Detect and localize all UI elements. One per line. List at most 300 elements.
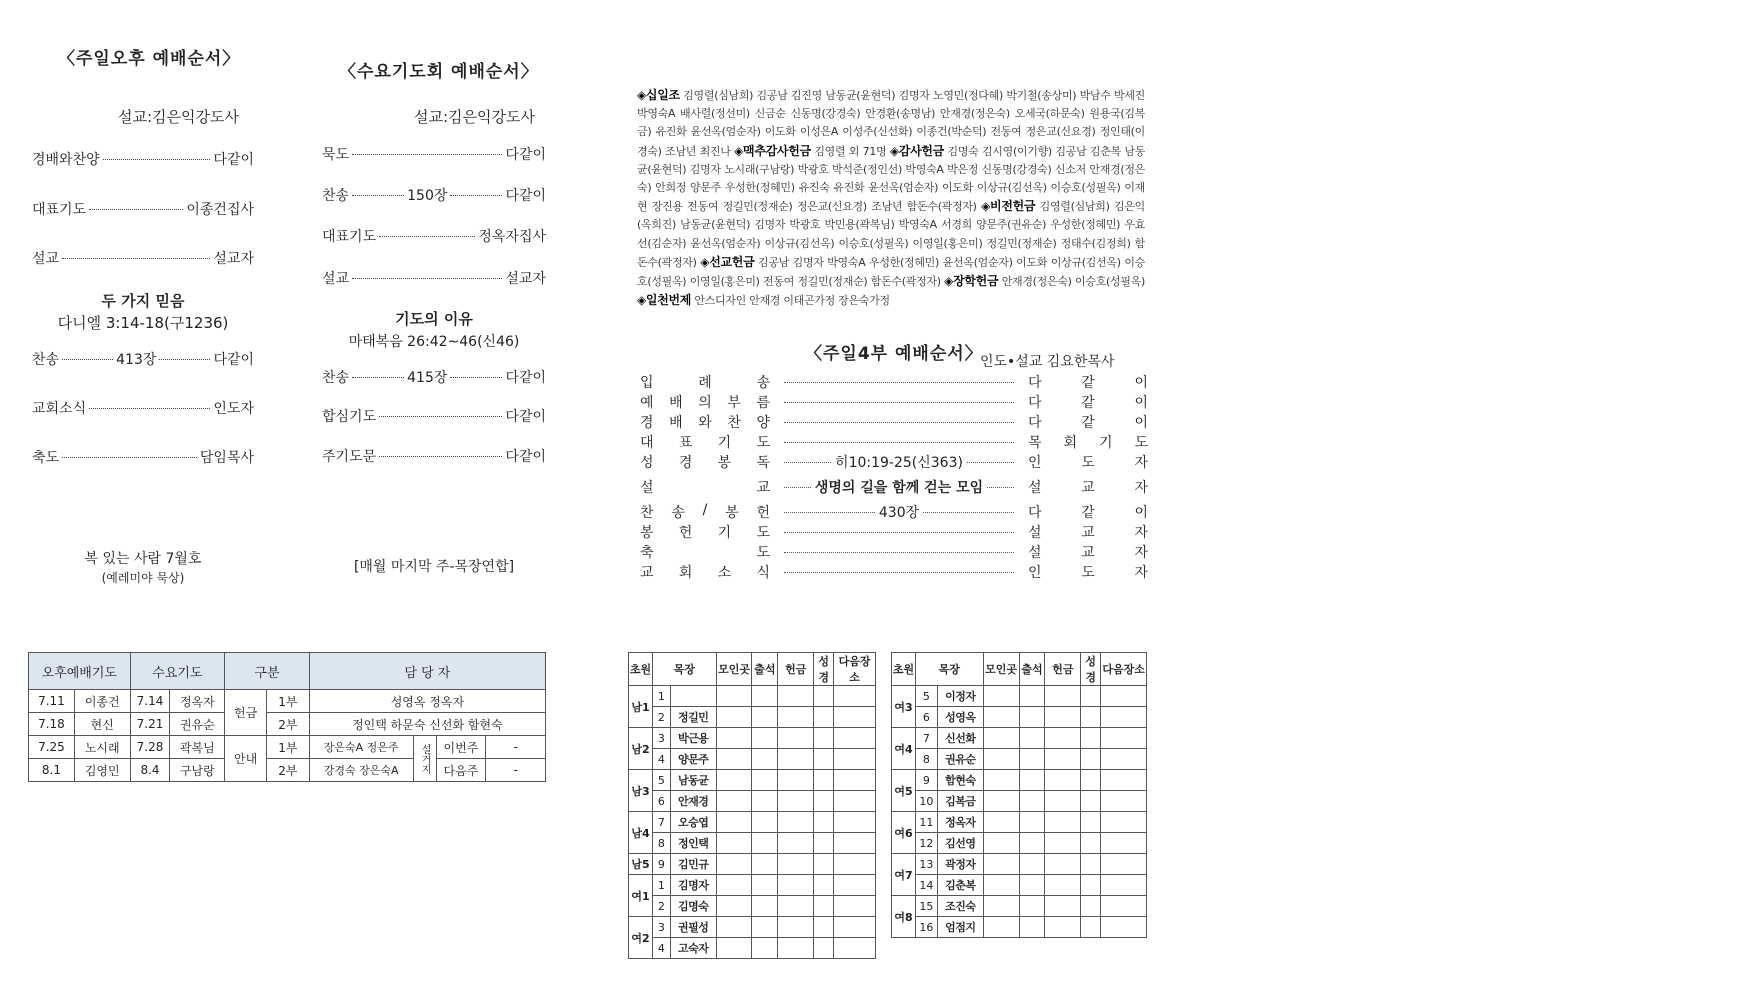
attendance-blank bbox=[778, 854, 814, 875]
duty-names: 장은숙A 정은주 bbox=[309, 736, 413, 759]
offering-names: 김영렬(심남희) 김공남 김진영 남동균(윤현덕) 김명자 노영민(정다혜) 박기철(송상미) 박남수 박세진 박영숙A 배사렬(정선미) 신금순 신동명(강경숙) 안경환(송명남) 안재경(정은숙) 오세국(하문숙) 원용국(김복금) 유진화 윤선옥(엄순자) 이도화 이성은A 이성주(신선화) 이종건(박순덕) 전동여 정은교(신요경) 정인태(이경숙) 조남년 최진나 bbox=[637, 89, 1145, 158]
attendance-blank bbox=[778, 749, 814, 770]
attendance-group: 여7 bbox=[892, 854, 916, 896]
attendance-blank bbox=[778, 686, 814, 707]
attendance-no: 4 bbox=[652, 938, 670, 959]
attendance-leader: 양문주 bbox=[670, 749, 716, 770]
attendance-header: 출석 bbox=[1019, 653, 1045, 686]
attendance-blank bbox=[778, 791, 814, 812]
order-label: 묵도 bbox=[322, 147, 350, 163]
sunday-pm-title: 〈주일오후 예배순서〉 bbox=[58, 49, 241, 69]
who-char: 도 bbox=[1081, 455, 1095, 471]
order-row bbox=[32, 248, 254, 268]
dotted-leader bbox=[450, 195, 502, 196]
attendance-no: 15 bbox=[915, 896, 937, 917]
attendance-blank bbox=[1101, 728, 1147, 749]
attendance-leader: 안재경 bbox=[670, 791, 716, 812]
label-char: 헌 bbox=[756, 505, 770, 521]
attendance-header: 성경 bbox=[1081, 653, 1101, 686]
label-char: / bbox=[702, 502, 708, 518]
who-char: 같 bbox=[1081, 415, 1095, 431]
label-char: 와 bbox=[698, 415, 712, 431]
attendance-blank bbox=[1101, 896, 1147, 917]
order-who: 인도자 bbox=[213, 401, 254, 417]
attendance-blank bbox=[983, 707, 1019, 728]
wednesday-sermon-text: 마태복음 26:42~46(신46) bbox=[348, 334, 520, 350]
duty-cell: 7.21 bbox=[130, 713, 170, 736]
attendance-blank bbox=[1081, 686, 1101, 707]
order-who: 다같이 bbox=[213, 152, 254, 168]
attendance-no: 9 bbox=[652, 854, 670, 875]
duty-cell: 7.25 bbox=[29, 736, 75, 759]
who-char: 도 bbox=[1081, 565, 1095, 581]
attendance-no: 3 bbox=[652, 728, 670, 749]
attendance-blank bbox=[716, 728, 752, 749]
attendance-no: 11 bbox=[915, 812, 937, 833]
attendance-leader: 김선영 bbox=[937, 833, 983, 854]
attendance-group: 남2 bbox=[629, 728, 653, 770]
duty-cell: 현신 bbox=[74, 713, 130, 736]
attendance-blank bbox=[778, 833, 814, 854]
who-char: 회 bbox=[1063, 435, 1078, 451]
attendance-group: 여2 bbox=[629, 917, 653, 959]
attendance-leader: 권유순 bbox=[937, 749, 983, 770]
order-label: 찬송 bbox=[32, 352, 60, 368]
order-row bbox=[32, 149, 254, 169]
attendance-blank bbox=[1045, 686, 1081, 707]
attendance-leader: 김명숙 bbox=[670, 896, 716, 917]
attendance-blank bbox=[716, 707, 752, 728]
service4-detail bbox=[784, 452, 1014, 472]
wednesday-note: [매월 마지막 주-목장연합] bbox=[353, 559, 515, 575]
attendance-blank bbox=[752, 728, 778, 749]
attendance-blank bbox=[1045, 917, 1081, 938]
attendance-blank bbox=[1019, 833, 1045, 854]
dotted-leader bbox=[923, 512, 1014, 513]
duty-cell: 권유순 bbox=[170, 713, 225, 736]
order-hymn: 415장 bbox=[407, 370, 448, 386]
service4-row bbox=[640, 542, 1160, 562]
attendance-blank bbox=[778, 875, 814, 896]
duty-cell: 구남랑 bbox=[170, 759, 225, 782]
dotted-leader bbox=[784, 532, 1014, 533]
order-label: 주기도문 bbox=[322, 449, 377, 465]
who-char: 교 bbox=[1081, 545, 1095, 561]
attendance-blank bbox=[1101, 686, 1147, 707]
attendance-header: 모인곳 bbox=[716, 653, 752, 686]
service4-who bbox=[1028, 522, 1148, 542]
attendance-blank bbox=[716, 833, 752, 854]
label-char: 기 bbox=[717, 525, 732, 541]
order-row bbox=[322, 406, 546, 426]
label-char: 입 bbox=[640, 375, 654, 391]
attendance-blank bbox=[716, 938, 752, 959]
who-char: 교 bbox=[1081, 480, 1095, 496]
attendance-blank bbox=[814, 938, 834, 959]
who-char: 같 bbox=[1081, 395, 1095, 411]
attendance-blank bbox=[752, 812, 778, 833]
duty-header: 구분 bbox=[225, 653, 310, 690]
service4-label bbox=[640, 562, 770, 582]
attendance-no: 7 bbox=[915, 728, 937, 749]
service4-detail bbox=[784, 422, 1014, 423]
attendance-blank bbox=[752, 917, 778, 938]
attendance-header: 성경 bbox=[814, 653, 834, 686]
dotted-leader bbox=[784, 402, 1014, 403]
attendance-no: 10 bbox=[915, 791, 937, 812]
attendance-group: 여3 bbox=[892, 686, 916, 728]
sunday-pm-note-sub: (예레미야 묵상) bbox=[101, 571, 185, 585]
service4-label bbox=[640, 477, 770, 497]
duty-cell: 7.14 bbox=[130, 690, 170, 713]
service4-row bbox=[640, 392, 1160, 412]
service4-who bbox=[1028, 502, 1148, 522]
label-char: 소 bbox=[717, 565, 732, 581]
attendance-group: 여1 bbox=[629, 875, 653, 917]
label-char: 도 bbox=[756, 525, 770, 541]
label-char: 례 bbox=[698, 375, 712, 391]
label-char: 찬 bbox=[727, 415, 741, 431]
dotted-leader bbox=[379, 236, 475, 237]
who-char: 기 bbox=[1098, 435, 1113, 451]
service4-who bbox=[1028, 562, 1148, 582]
attendance-blank bbox=[814, 707, 834, 728]
attendance-leader: 이정자 bbox=[937, 686, 983, 707]
attendance-leader: 김명자 bbox=[670, 875, 716, 896]
service4-detail bbox=[784, 552, 1014, 553]
attendance-blank bbox=[716, 917, 752, 938]
attendance-leader: 김복금 bbox=[937, 791, 983, 812]
attendance-group: 남4 bbox=[629, 812, 653, 854]
sunday-pm-sermon-title: 두 가지 믿음 bbox=[101, 292, 185, 310]
dotted-leader bbox=[379, 456, 502, 457]
attendance-blank bbox=[983, 686, 1019, 707]
offering-heading: ◈장학헌금 bbox=[944, 274, 999, 289]
duty-names: 정인택 하문숙 신선화 함현숙 bbox=[309, 713, 545, 736]
order-who: 담임목사 bbox=[199, 450, 254, 466]
attendance-blank bbox=[814, 917, 834, 938]
attendance-no: 2 bbox=[652, 896, 670, 917]
dotted-leader bbox=[62, 258, 210, 259]
order-label: 경배와찬양 bbox=[32, 152, 100, 168]
attendance-blank bbox=[752, 875, 778, 896]
wednesday-preacher: 설교:김은익강도사 bbox=[414, 108, 535, 126]
attendance-group: 여5 bbox=[892, 770, 916, 812]
service4-label bbox=[640, 432, 770, 452]
order-who: 설교자 bbox=[213, 251, 254, 267]
duty-setup-who: - bbox=[486, 759, 546, 782]
attendance-blank bbox=[1019, 686, 1045, 707]
offering-list bbox=[637, 86, 1145, 322]
who-char: 다 bbox=[1028, 505, 1042, 521]
service4-row bbox=[640, 452, 1160, 472]
order-row bbox=[322, 226, 546, 246]
order-hymn: 413장 bbox=[116, 352, 157, 368]
who-char: 이 bbox=[1134, 505, 1148, 521]
duty-header: 수요기도 bbox=[130, 653, 225, 690]
attendance-blank bbox=[716, 812, 752, 833]
attendance-blank bbox=[1101, 749, 1147, 770]
attendance-blank bbox=[834, 833, 876, 854]
attendance-blank bbox=[1019, 791, 1045, 812]
dotted-leader bbox=[159, 359, 210, 360]
service4-detail bbox=[784, 382, 1014, 383]
attendance-blank bbox=[752, 707, 778, 728]
offering-names: 김영렬(심남희) 김은익(옥희진) 남동균(윤현덕) 김명자 박광호 박민용(곽복님) 박영숙A 서경희 양문주(권유순) 우성한(정혜민) 우효선(김순자) 윤선옥(엄순자) 이상규(김선옥) 이승호(성필옥) 이영일(홍은미) 정길민(정재순) 정태수(김정희) 함돈수(곽정자) bbox=[637, 200, 1145, 269]
service4-row bbox=[640, 477, 1160, 497]
order-label: 찬송 bbox=[322, 188, 350, 204]
attendance-table-right bbox=[891, 652, 1147, 938]
label-char: 송 bbox=[756, 375, 770, 391]
attendance-header: 출석 bbox=[752, 653, 778, 686]
attendance-blank bbox=[983, 812, 1019, 833]
attendance-leader: 권필성 bbox=[670, 917, 716, 938]
attendance-header: 모인곳 bbox=[983, 653, 1019, 686]
label-char: 송 bbox=[671, 505, 685, 521]
duty-names: 강경숙 장은숙A bbox=[309, 759, 413, 782]
attendance-blank bbox=[834, 791, 876, 812]
offering-names: 김명숙 김시영(이기향) 김공남 김춘복 남동균(윤현덕) 김명자 노시래(구남랑) 박광호 박석준(정인선) 박영숙A 박은정 신동명(강경숙) 신소저 안재경(정은숙) 안희정 양문주 우성한(정혜민) 유진숙 유진화 윤선옥(엄순자) 이도화 이상규(김선옥) 이승호(성필옥) 이재현 장진용 전동여 정길민(정재순) 정은교(신요경) 조남년 함돈수(곽정자) bbox=[637, 144, 1145, 214]
attendance-blank bbox=[834, 875, 876, 896]
attendance-blank bbox=[778, 917, 814, 938]
who-char: 이 bbox=[1134, 415, 1148, 431]
service4-detail-text: 430장 bbox=[878, 505, 920, 521]
attendance-blank bbox=[1019, 749, 1045, 770]
duty-part: 1부 bbox=[266, 690, 309, 713]
who-char: 다 bbox=[1028, 375, 1042, 391]
order-label: 축도 bbox=[32, 450, 60, 466]
order-row bbox=[32, 447, 254, 467]
attendance-blank bbox=[814, 791, 834, 812]
attendance-blank bbox=[778, 728, 814, 749]
service4-label bbox=[640, 542, 770, 562]
service4-label bbox=[640, 502, 770, 522]
duty-cell: 8.4 bbox=[130, 759, 170, 782]
attendance-header: 다음장소 bbox=[1101, 653, 1147, 686]
attendance-blank bbox=[983, 749, 1019, 770]
duty-setup-who: - bbox=[486, 736, 546, 759]
label-char: 경 bbox=[640, 415, 654, 431]
order-who: 설교자 bbox=[505, 271, 546, 287]
dotted-leader bbox=[379, 416, 502, 417]
attendance-blank bbox=[1045, 833, 1081, 854]
attendance-no: 5 bbox=[652, 770, 670, 791]
offering-heading: ◈십일조 bbox=[637, 88, 680, 102]
attendance-blank bbox=[778, 770, 814, 791]
attendance-leader: 김춘복 bbox=[937, 875, 983, 896]
who-char: 다 bbox=[1028, 415, 1042, 431]
attendance-blank bbox=[752, 854, 778, 875]
attendance-blank bbox=[834, 686, 876, 707]
service4-detail bbox=[784, 477, 1014, 497]
attendance-header: 초원 bbox=[629, 653, 653, 686]
label-char: 의 bbox=[698, 395, 712, 411]
service4-label bbox=[640, 392, 770, 412]
dotted-leader bbox=[784, 572, 1014, 573]
attendance-no: 7 bbox=[652, 812, 670, 833]
offering-names: 안재경(정은숙) 이승호(성필옥) bbox=[1001, 275, 1145, 289]
who-char: 설 bbox=[1028, 480, 1042, 496]
attendance-blank bbox=[814, 854, 834, 875]
duty-table bbox=[28, 652, 546, 782]
label-char: 대 bbox=[640, 435, 654, 451]
who-char: 인 bbox=[1028, 565, 1042, 581]
attendance-blank bbox=[983, 854, 1019, 875]
label-char: 경 bbox=[678, 455, 693, 471]
service4-who bbox=[1028, 432, 1148, 452]
order-row bbox=[322, 185, 546, 205]
attendance-blank bbox=[834, 812, 876, 833]
attendance-blank bbox=[983, 875, 1019, 896]
label-char: 설 bbox=[640, 480, 654, 496]
service4-detail bbox=[784, 572, 1014, 573]
attendance-blank bbox=[716, 791, 752, 812]
duty-names: 성영옥 정옥자 bbox=[309, 690, 545, 713]
attendance-blank bbox=[983, 896, 1019, 917]
dotted-leader bbox=[352, 377, 404, 378]
duty-cell: 김영민 bbox=[74, 759, 130, 782]
duty-setup-when: 다음주 bbox=[436, 759, 486, 782]
attendance-blank bbox=[1081, 791, 1101, 812]
attendance-blank bbox=[1101, 833, 1147, 854]
attendance-leader: 엄점지 bbox=[937, 917, 983, 938]
duty-cell: 7.18 bbox=[29, 713, 75, 736]
attendance-blank bbox=[1081, 728, 1101, 749]
duty-cell: 이종건 bbox=[74, 690, 130, 713]
attendance-blank bbox=[814, 770, 834, 791]
attendance-blank bbox=[983, 791, 1019, 812]
attendance-blank bbox=[1019, 812, 1045, 833]
who-char: 자 bbox=[1134, 525, 1148, 541]
attendance-blank bbox=[1019, 917, 1045, 938]
dotted-leader bbox=[62, 359, 113, 360]
order-who: 이종건집사 bbox=[186, 202, 254, 218]
attendance-blank bbox=[1081, 707, 1101, 728]
attendance-group: 남1 bbox=[629, 686, 653, 728]
label-char: 찬 bbox=[640, 505, 654, 521]
setup-label: 설거지 bbox=[419, 743, 431, 774]
dotted-leader bbox=[967, 462, 1014, 463]
dotted-leader bbox=[784, 512, 875, 513]
attendance-blank bbox=[1045, 896, 1081, 917]
dotted-leader bbox=[784, 487, 811, 488]
attendance-blank bbox=[814, 686, 834, 707]
attendance-blank bbox=[814, 749, 834, 770]
attendance-blank bbox=[834, 917, 876, 938]
attendance-header: 목장 bbox=[652, 653, 716, 686]
attendance-no: 1 bbox=[652, 686, 670, 707]
order-who: 다같이 bbox=[505, 188, 547, 204]
who-char: 인 bbox=[1028, 455, 1042, 471]
service4-detail-text: 생명의 길을 함께 걷는 모임 bbox=[814, 480, 984, 496]
order-row bbox=[32, 199, 254, 219]
attendance-blank bbox=[752, 896, 778, 917]
offering-names: 김공남 김명자 박영숙A 우성한(정혜민) 윤선옥(엄순자) 이도화 이상규(김선옥) 이승호(성필옥) 이영일(홍은미) 전동여 정길민(정재순) 함돈수(곽정자) bbox=[637, 255, 1145, 289]
order-label: 대표기도 bbox=[32, 202, 87, 218]
attendance-header: 헌금 bbox=[1045, 653, 1081, 686]
attendance-group: 여8 bbox=[892, 896, 916, 938]
attendance-blank bbox=[1045, 728, 1081, 749]
order-row bbox=[32, 349, 254, 369]
attendance-leader: 신선화 bbox=[937, 728, 983, 749]
duty-part: 2부 bbox=[266, 759, 309, 782]
label-char: 봉 bbox=[725, 505, 739, 521]
service4-label bbox=[640, 412, 770, 432]
service4-row bbox=[640, 562, 1160, 582]
order-who: 다같이 bbox=[505, 147, 546, 163]
attendance-blank bbox=[1101, 770, 1147, 791]
offering-heading: ◈맥추감사헌금 bbox=[734, 143, 811, 158]
attendance-blank bbox=[778, 707, 814, 728]
attendance-blank bbox=[834, 938, 876, 959]
attendance-blank bbox=[814, 728, 834, 749]
attendance-header: 다음장소 bbox=[834, 653, 876, 686]
attendance-group: 남3 bbox=[629, 770, 653, 812]
duty-cell: 7.28 bbox=[130, 736, 170, 759]
who-char: 같 bbox=[1081, 505, 1095, 521]
attendance-blank bbox=[1081, 812, 1101, 833]
who-char: 설 bbox=[1028, 525, 1042, 541]
attendance-group: 남5 bbox=[629, 854, 653, 875]
service4-detail bbox=[784, 402, 1014, 403]
wednesday-sermon-title: 기도의 이유 bbox=[395, 310, 473, 328]
attendance-blank bbox=[1081, 833, 1101, 854]
service4-row bbox=[640, 522, 1160, 542]
duty-part: 2부 bbox=[266, 713, 309, 736]
attendance-blank bbox=[1045, 875, 1081, 896]
duty-cell: 정옥자 bbox=[170, 690, 225, 713]
attendance-blank bbox=[752, 791, 778, 812]
order-label: 합심기도 bbox=[322, 409, 377, 425]
attendance-blank bbox=[778, 938, 814, 959]
attendance-header: 목장 bbox=[915, 653, 983, 686]
attendance-no: 6 bbox=[652, 791, 670, 812]
attendance-leader bbox=[670, 686, 716, 707]
attendance-blank bbox=[1045, 707, 1081, 728]
attendance-blank bbox=[1101, 707, 1147, 728]
order-label: 대표기도 bbox=[322, 229, 377, 245]
duty-cell: 곽복님 bbox=[170, 736, 225, 759]
order-label: 설교 bbox=[322, 271, 350, 287]
order-row bbox=[322, 268, 546, 288]
attendance-blank bbox=[1081, 896, 1101, 917]
attendance-no: 8 bbox=[915, 749, 937, 770]
attendance-no: 14 bbox=[915, 875, 937, 896]
offering-heading: ◈비전헌금 bbox=[981, 199, 1036, 214]
who-char: 교 bbox=[1081, 525, 1095, 541]
attendance-blank bbox=[983, 728, 1019, 749]
label-char: 양 bbox=[756, 415, 770, 431]
attendance-leader: 정길민 bbox=[670, 707, 716, 728]
service4-row bbox=[640, 372, 1160, 392]
service4-label bbox=[640, 372, 770, 392]
attendance-blank bbox=[834, 770, 876, 791]
label-char: 도 bbox=[756, 435, 770, 451]
dotted-leader bbox=[784, 552, 1014, 553]
dotted-leader bbox=[89, 209, 183, 210]
who-char: 자 bbox=[1134, 565, 1148, 581]
attendance-no: 13 bbox=[915, 854, 937, 875]
duty-cell: 7.11 bbox=[29, 690, 75, 713]
service4-detail bbox=[784, 532, 1014, 533]
label-char: 기 bbox=[717, 435, 732, 451]
attendance-leader: 곽정자 bbox=[937, 854, 983, 875]
dotted-leader bbox=[784, 382, 1014, 383]
attendance-blank bbox=[814, 833, 834, 854]
attendance-blank bbox=[1101, 812, 1147, 833]
service4-detail-text: 히10:19-25(신363) bbox=[835, 455, 963, 471]
attendance-blank bbox=[814, 812, 834, 833]
